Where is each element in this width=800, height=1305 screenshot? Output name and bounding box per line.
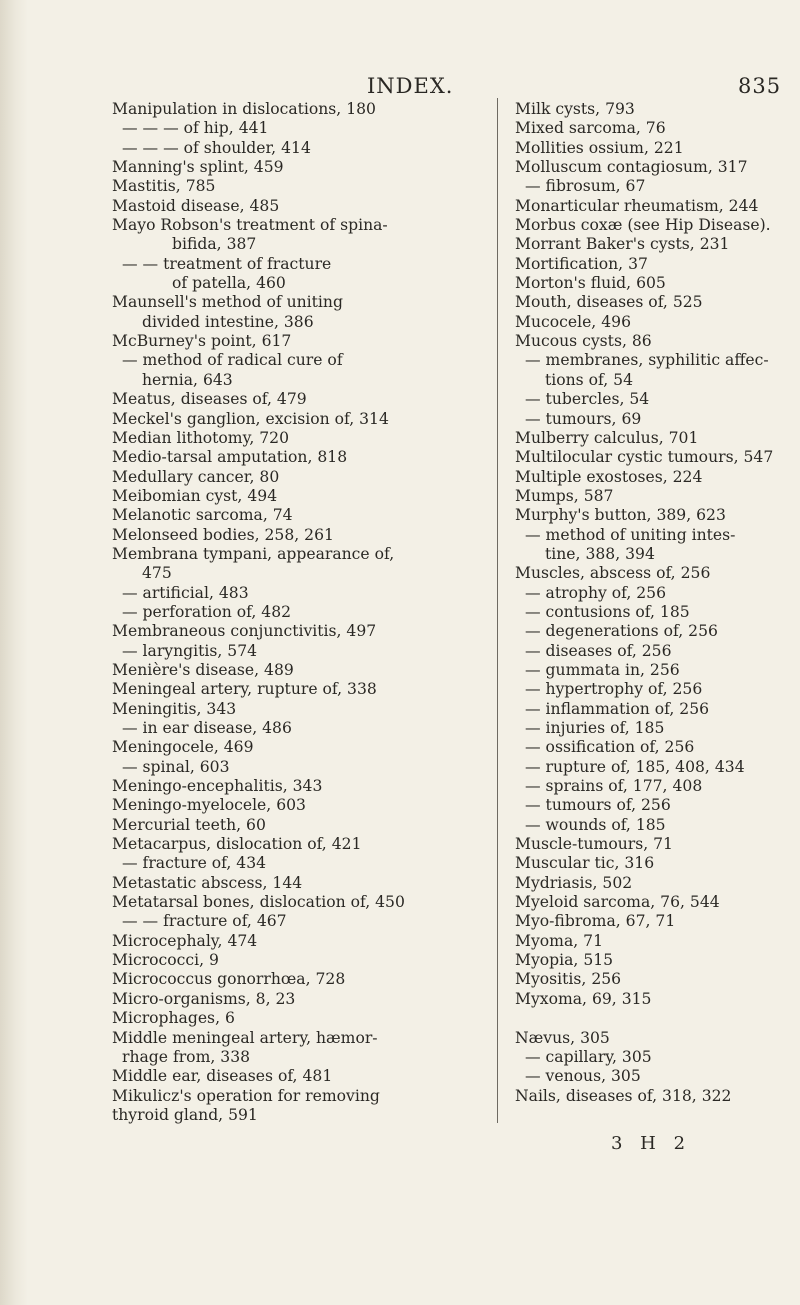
- index-entry: — membranes, syphilitic affec-: [525, 351, 769, 370]
- index-entry: divided intestine, 386: [142, 312, 314, 331]
- index-entry: Myxoma, 69, 315: [515, 989, 652, 1008]
- index-column-right: [515, 100, 780, 1106]
- page-edge-shadow: [0, 0, 28, 1305]
- index-entry: Metastatic abscess, 144: [112, 873, 303, 892]
- index-entry: Micrococci, 9: [112, 951, 219, 970]
- index-entry: Muscles, abscess of, 256: [515, 564, 711, 583]
- index-entry: tine, 388, 394: [545, 544, 655, 563]
- index-entry: — wounds of, 185: [525, 815, 666, 834]
- index-entry: Meckel's ganglion, excision of, 314: [112, 409, 389, 428]
- index-entry: Myositis, 256: [515, 970, 622, 989]
- index-entry: Melanotic sarcoma, 74: [112, 506, 293, 525]
- index-entry: Metatarsal bones, dislocation of, 450: [112, 893, 405, 912]
- index-entry: — artificial, 483: [122, 583, 249, 602]
- index-entry: Medio-tarsal amputation, 818: [112, 448, 348, 467]
- index-entry: — tubercles, 54: [525, 390, 650, 409]
- index-entry: Milk cysts, 793: [515, 100, 635, 118]
- index-entry: — perforation of, 482: [122, 602, 292, 621]
- index-entry: Mouth, diseases of, 525: [515, 293, 703, 312]
- index-entry: Nails, diseases of, 318, 322: [515, 1086, 732, 1105]
- index-entry: Meningitis, 343: [112, 699, 237, 718]
- index-entry: Micro-organisms, 8, 23: [112, 989, 296, 1008]
- index-entry: — — fracture of, 467: [122, 912, 287, 931]
- index-entry: Maunsell's method of uniting: [112, 293, 343, 312]
- index-entry: Mydriasis, 502: [515, 873, 633, 892]
- index-entry: Morton's fluid, 605: [515, 274, 666, 293]
- index-entry: — gummata in, 256: [525, 660, 680, 679]
- index-entry: — sprains of, 177, 408: [525, 777, 703, 796]
- index-entry: Melonseed bodies, 258, 261: [112, 525, 334, 544]
- index-entry: Microphages, 6: [112, 1009, 235, 1028]
- index-entry: Multiple exostoses, 224: [515, 467, 703, 486]
- index-entry: Mortification, 37: [515, 254, 648, 273]
- index-entry: rhage from, 338: [122, 1047, 251, 1066]
- index-entry: Meningeal artery, rupture of, 338: [112, 680, 377, 699]
- index-entry: — diseases of, 256: [525, 641, 672, 660]
- index-entry: Meningocele, 469: [112, 738, 254, 757]
- index-entry: Mixed sarcoma, 76: [515, 119, 666, 138]
- index-entry: — degenerations of, 256: [525, 622, 718, 641]
- index-entry: — laryngitis, 574: [122, 641, 258, 660]
- index-entry: Middle ear, diseases of, 481: [112, 1067, 333, 1086]
- index-entry: Muscular tic, 316: [515, 854, 655, 873]
- index-entry: — — — of shoulder, 414: [122, 138, 311, 157]
- index-entry: — contusions of, 185: [525, 602, 690, 621]
- index-entry: Myeloid sarcoma, 76, 544: [515, 893, 720, 912]
- index-entry: Myopia, 515: [515, 951, 614, 970]
- index-entry: Myo-fibroma, 67, 71: [515, 912, 676, 931]
- index-entry: Mumps, 587: [515, 486, 614, 505]
- index-entry: — inflammation of, 256: [525, 699, 710, 718]
- index-entry: — method of radical cure of: [122, 351, 343, 370]
- index-entry: Membrana tympani, appearance of,: [112, 544, 395, 563]
- index-entry: — tumours, 69: [525, 409, 642, 428]
- index-entry: Morrant Baker's cysts, 231: [515, 235, 730, 254]
- index-entry: — in ear disease, 486: [122, 719, 292, 737]
- index-entry: Multilocular cystic tumours, 547: [515, 448, 774, 467]
- index-entry: Monarticular rheumatism, 244: [515, 196, 759, 215]
- index-entry: Meibomian cyst, 494: [112, 486, 278, 505]
- index-entry: 475: [142, 564, 172, 583]
- printer-signature: 3 H 2: [611, 1133, 692, 1154]
- index-entry: tions of, 54: [545, 370, 634, 389]
- index-entry: Meningo-encephalitis, 343: [112, 777, 323, 796]
- index-entry: — — — of hip, 441: [122, 119, 269, 138]
- index-entry: — tumours of, 256: [525, 796, 671, 815]
- index-entry: Myoma, 71: [515, 931, 604, 950]
- index-entry: Meningo-myelocele, 603: [112, 796, 306, 815]
- index-entry: hernia, 643: [142, 370, 233, 389]
- index-entry: — rupture of, 185, 408, 434: [525, 757, 745, 776]
- index-entry: Mucocele, 496: [515, 312, 631, 331]
- index-entry: Menière's disease, 489: [112, 660, 294, 679]
- index-entry: — ossification of, 256: [525, 738, 695, 757]
- page-title: INDEX.: [367, 74, 454, 98]
- index-entry: thyroid gland, 591: [112, 1105, 258, 1124]
- index-entry: — capillary, 305: [525, 1047, 652, 1066]
- page-number: 835: [738, 74, 782, 98]
- index-entry: Mulberry calculus, 701: [515, 428, 699, 447]
- index-entry: of patella, 460: [172, 274, 286, 293]
- index-entry: Membraneous conjunctivitis, 497: [112, 622, 377, 641]
- column-divider: [497, 98, 498, 1123]
- index-entry: Micrococcus gonorrhœa, 728: [112, 970, 346, 989]
- index-entry: — method of uniting intes-: [525, 525, 736, 544]
- section-gap: [515, 1009, 780, 1028]
- index-entry: Murphy's button, 389, 623: [515, 506, 726, 525]
- index-entry: — fibrosum, 67: [525, 177, 646, 196]
- index-entry: Medullary cancer, 80: [112, 467, 280, 486]
- index-entry: Median lithotomy, 720: [112, 428, 289, 447]
- index-entry: bifida, 387: [172, 235, 257, 254]
- index-entry: — hypertrophy of, 256: [525, 680, 703, 699]
- index-entry: Microcephaly, 474: [112, 931, 258, 950]
- index-entry: — venous, 305: [525, 1067, 641, 1086]
- index-entry: Mercurial teeth, 60: [112, 815, 266, 834]
- index-column-left: [112, 100, 482, 1125]
- index-entry: Mastoid disease, 485: [112, 196, 280, 215]
- index-entry: Muscle-tumours, 71: [515, 835, 673, 854]
- index-entry: — atrophy of, 256: [525, 583, 667, 602]
- index-entry: Mucous cysts, 86: [515, 332, 652, 351]
- index-entry: Manning's splint, 459: [112, 158, 284, 177]
- index-entry: Molluscum contagiosum, 317: [515, 158, 748, 177]
- index-entry: Mastitis, 785: [112, 177, 216, 196]
- index-entry: Mikulicz's operation for removing: [112, 1086, 380, 1105]
- index-entry: — spinal, 603: [122, 757, 230, 776]
- index-entry: Mollities ossium, 221: [515, 138, 684, 157]
- index-entry: Metacarpus, dislocation of, 421: [112, 835, 362, 854]
- index-entry: Meatus, diseases of, 479: [112, 390, 307, 409]
- index-entry: Mayo Robson's treatment of spina-: [112, 216, 388, 235]
- index-entry: Nævus, 305: [515, 1028, 610, 1047]
- index-entry: — fracture of, 434: [122, 854, 267, 873]
- index-entry: — injuries of, 185: [525, 719, 665, 737]
- index-entry: McBurney's point, 617: [112, 332, 292, 351]
- index-entry: Middle meningeal artery, hæmor-: [112, 1028, 378, 1047]
- index-entry: — — treatment of fracture: [122, 254, 332, 273]
- index-entry: Manipulation in dislocations, 180: [112, 100, 376, 118]
- index-entry: Morbus coxæ (see Hip Disease).: [515, 216, 771, 235]
